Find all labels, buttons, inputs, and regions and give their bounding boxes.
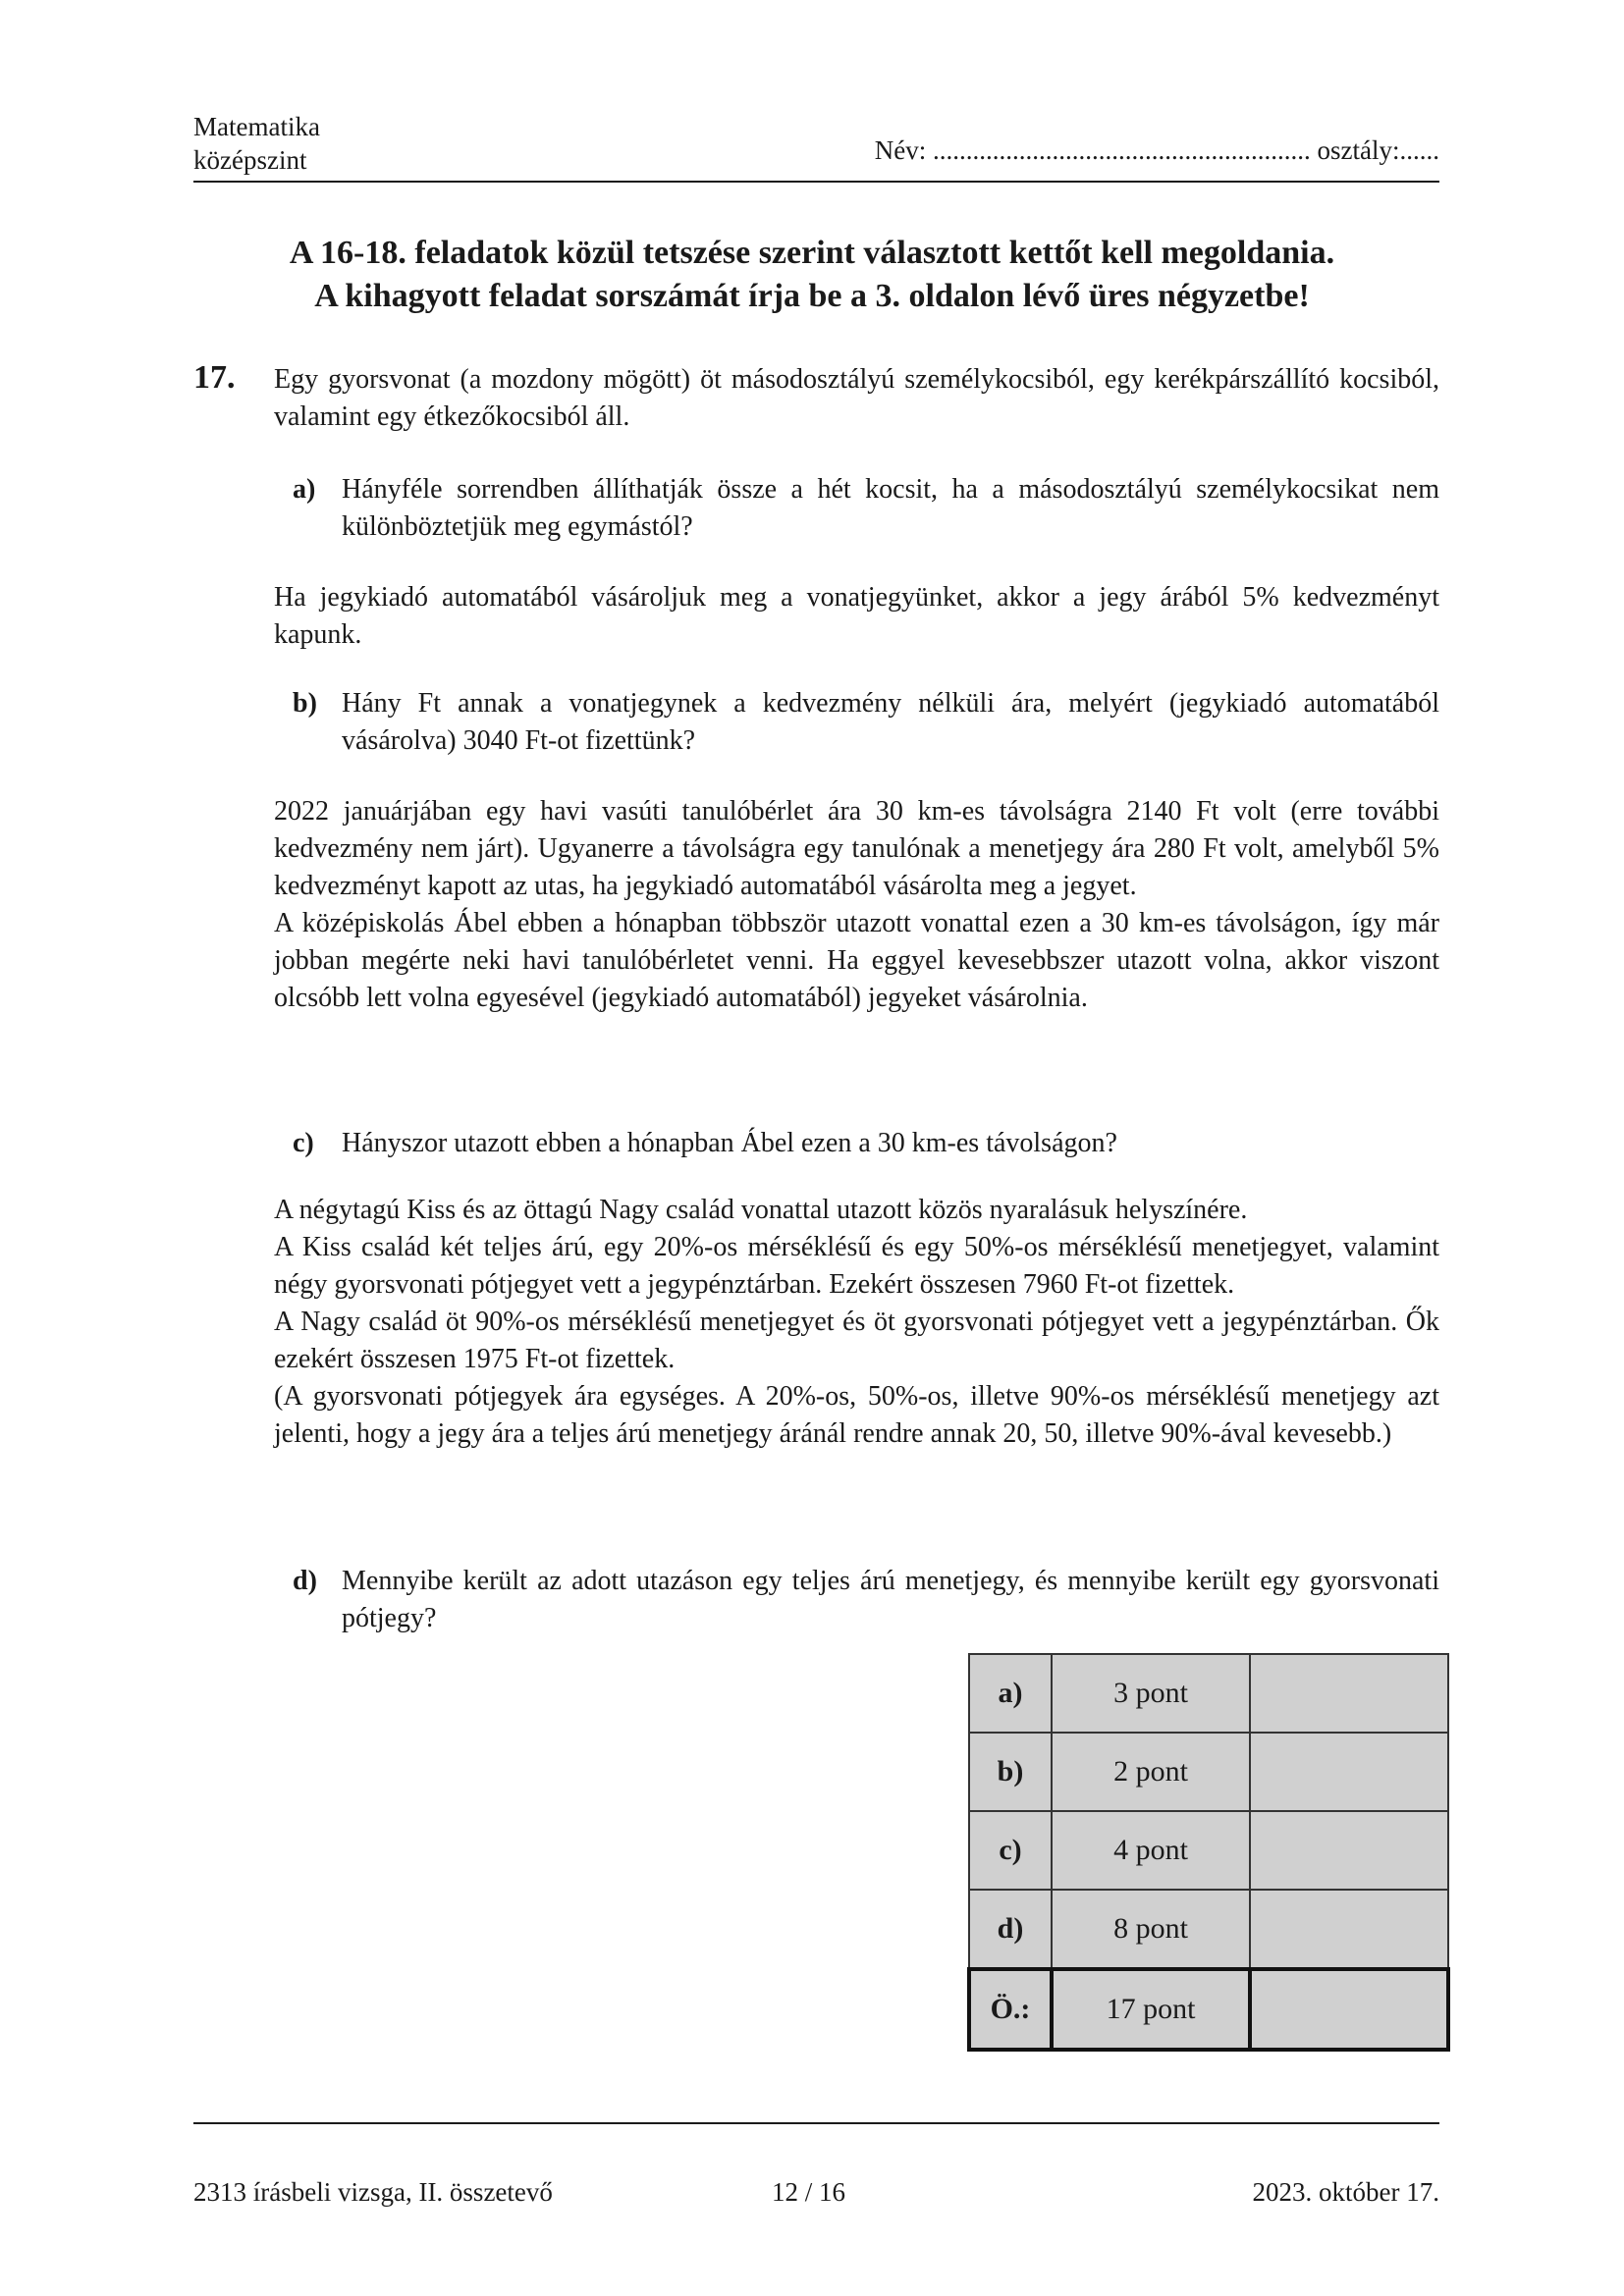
problem-number: 17. xyxy=(193,359,236,396)
context-b-text: Ha jegykiadó automatából vásároljuk meg a vonatjegyünket, akkor a jegy árából 5% kedvezményt kapunk. xyxy=(274,582,1439,650)
subquestion-b-text: Hány Ft annak a vonatjegynek a kedvezmény nélküli ára, melyért (jegykiadó automatából vásárolva) 3040 Ft-ot fizettünk? xyxy=(342,688,1439,756)
subject-label: Matematika xyxy=(193,112,320,141)
subquestion-d-text: Mennyibe került az adott utazáson egy teljes árú menetjegy, és mennyibe került egy gyorsvonati pótjegy? xyxy=(342,1566,1439,1633)
instruction-line-2: A kihagyott feladat sorszámát írja be a 3. oldalon lévő üres négyzetbe! xyxy=(314,278,1310,314)
score-entry-cell[interactable] xyxy=(1250,1654,1448,1733)
context-d-text-1: A négytagú Kiss és az öttagú Nagy család vonattal utazott közös nyaralásuk helyszínére. xyxy=(274,1195,1248,1225)
context-d xyxy=(274,1192,1439,1453)
score-table xyxy=(967,1653,1450,2052)
footer-exam-label: 2313 írásbeli vizsga, II. összetevő xyxy=(193,2177,553,2207)
context-d-text-4: (A gyorsvonati pótjegyek ára egységes. A 20%-os, 50%-os, illetve 90%-os mérséklésű menetjegy azt jelenti, hogy a jegy ára a teljes árú menetjegy áránál rendre annak 20, 50, illetve 90%-ával kevesebb.) xyxy=(274,1381,1439,1449)
context-d-text-2: A Kiss család két teljes árú, egy 20%-os mérséklésű és egy 50%-os mérséklésű menetjegyet, valamint négy gyorsvonati pótjegyet vett a jegypénztárban. Ezekért összesen 7960 Ft-ot fizettek. xyxy=(274,1232,1439,1300)
score-points: 2 pont xyxy=(1052,1733,1250,1811)
subquestion-d-label: d) xyxy=(293,1566,317,1596)
score-points: 3 pont xyxy=(1052,1654,1250,1733)
footer-page-number: 12 / 16 xyxy=(772,2177,846,2207)
score-part: d) xyxy=(969,1890,1052,1969)
subquestion-a-label: a) xyxy=(293,474,316,505)
subquestion-c-label: c) xyxy=(293,1128,314,1158)
score-entry-cell[interactable] xyxy=(1250,1811,1448,1890)
context-b xyxy=(274,579,1439,654)
subquestion-b-label: b) xyxy=(293,688,317,719)
score-part: b) xyxy=(969,1733,1052,1811)
level-label: középszint xyxy=(193,145,307,175)
intro-text: Egy gyorsvonat (a mozdony mögött) öt másodosztályú személykocsiból, egy kerékpárszállító kocsiból, valamint egy étkezőkocsiból áll. xyxy=(274,364,1439,432)
score-points: 4 pont xyxy=(1052,1811,1250,1890)
name-class-field: Név: ......................................................... osztály:...... xyxy=(874,135,1439,165)
footer-date: 2023. október 17. xyxy=(1252,2177,1439,2207)
score-entry-cell[interactable] xyxy=(1250,1733,1448,1811)
score-part: c) xyxy=(969,1811,1052,1890)
subquestion-a xyxy=(293,471,1439,546)
problem-intro xyxy=(274,361,1439,436)
score-part: a) xyxy=(969,1654,1052,1733)
context-c xyxy=(274,793,1439,1017)
score-total-row xyxy=(969,1969,1448,2050)
score-row xyxy=(969,1811,1448,1890)
score-row xyxy=(969,1733,1448,1811)
subquestion-b xyxy=(293,685,1439,760)
subquestion-a-text: Hányféle sorrendben állíthatják össze a hét kocsit, ha a másodosztályú személykocsikat nem különböztetjük meg egymástól? xyxy=(342,474,1439,542)
header-rule xyxy=(193,181,1439,183)
score-entry-cell[interactable] xyxy=(1250,1890,1448,1969)
score-total-label: Ö.: xyxy=(969,1969,1052,2050)
instruction xyxy=(147,232,1477,318)
context-d-text-3: A Nagy család öt 90%-os mérséklésű menetjegyet és öt gyorsvonati pótjegyet vett a jegypénztárban. Ők ezekért összesen 1975 Ft-ot fizettek. xyxy=(274,1307,1439,1374)
header-subject xyxy=(193,110,320,177)
subquestion-c xyxy=(293,1125,1439,1162)
score-points: 8 pont xyxy=(1052,1890,1250,1969)
footer-rule xyxy=(193,2122,1439,2124)
score-total-entry-cell[interactable] xyxy=(1250,1969,1448,2050)
context-c-text-1: 2022 januárjában egy havi vasúti tanulóbérlet ára 30 km-es távolságra 2140 Ft volt (erre további kedvezmény nem járt). Ugyanerre a távolságra egy tanulónak a menetjegy ára 280 Ft volt, amelyből 5% kedvezményt kapott az utas, ha jegykiadó automatából vásárolta meg a jegyet. xyxy=(274,796,1439,901)
instruction-line-1: A 16-18. feladatok közül tetszése szerint választott kettőt kell megoldania. xyxy=(289,235,1335,271)
score-row xyxy=(969,1890,1448,1969)
subquestion-c-text: Hányszor utazott ebben a hónapban Ábel ezen a 30 km-es távolságon? xyxy=(342,1128,1117,1158)
score-total-points: 17 pont xyxy=(1052,1969,1250,2050)
subquestion-d xyxy=(293,1563,1439,1637)
context-c-text-2: A középiskolás Ábel ebben a hónapban többször utazott vonattal ezen a 30 km-es távolságon, így már jobban megérte neki havi tanulóbérletet venni. Ha eggyel kevesebbszer utazott volna, akkor viszont olcsóbb lett volna egyesével (jegykiadó automatából) jegyeket vásárolnia. xyxy=(274,908,1439,1013)
score-row xyxy=(969,1654,1448,1733)
